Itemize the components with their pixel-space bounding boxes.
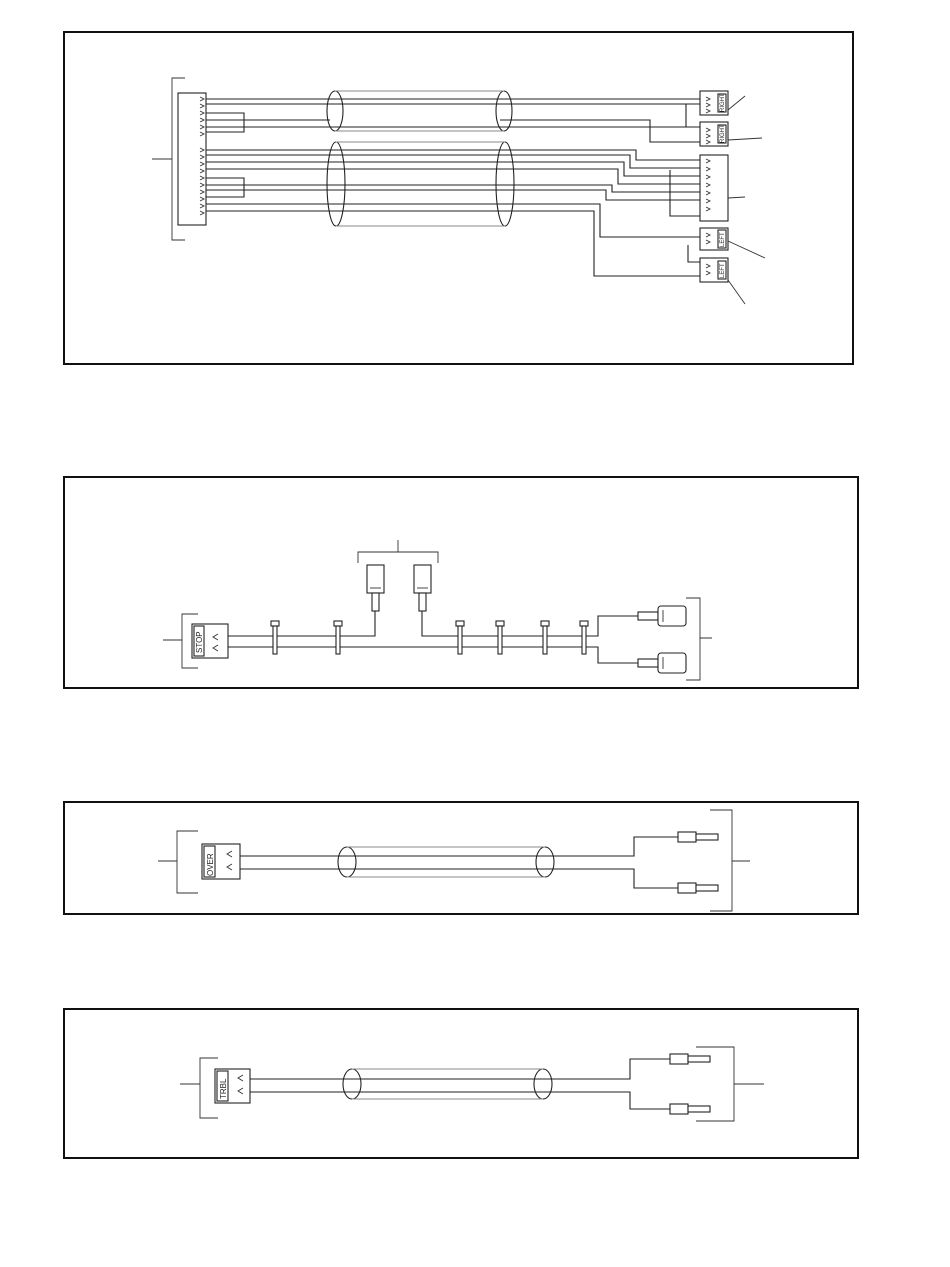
- trbl-connector: [215, 1069, 250, 1103]
- diagram-3-frame: [64, 802, 858, 914]
- connector-right-2-label: RIGHT: [720, 124, 726, 143]
- trbl-connector-label: TRBL: [219, 1078, 228, 1099]
- connector-left-1-label: LEFT: [720, 232, 726, 247]
- stop-connector: [192, 624, 228, 658]
- harness-diagram-4: [64, 1009, 858, 1158]
- harness-diagram-3: [64, 802, 858, 914]
- harness-diagram-1: [64, 32, 853, 364]
- over-terminal-upper: [678, 832, 718, 842]
- diagram-4-frame: [64, 1009, 858, 1158]
- connector-left-2-label: LEFT: [720, 263, 726, 278]
- stop-connector-label: STOP: [195, 631, 204, 653]
- trbl-terminal-lower: [670, 1104, 710, 1114]
- diagram-2-frame: [64, 477, 858, 688]
- over-connector: [202, 844, 240, 879]
- trbl-terminal-upper: [670, 1054, 710, 1064]
- over-connector-label: OVER: [206, 853, 215, 876]
- harness-diagram-2: [64, 477, 858, 688]
- over-terminal-lower: [678, 883, 718, 893]
- connector-right-1-label: RIGHT: [720, 93, 726, 112]
